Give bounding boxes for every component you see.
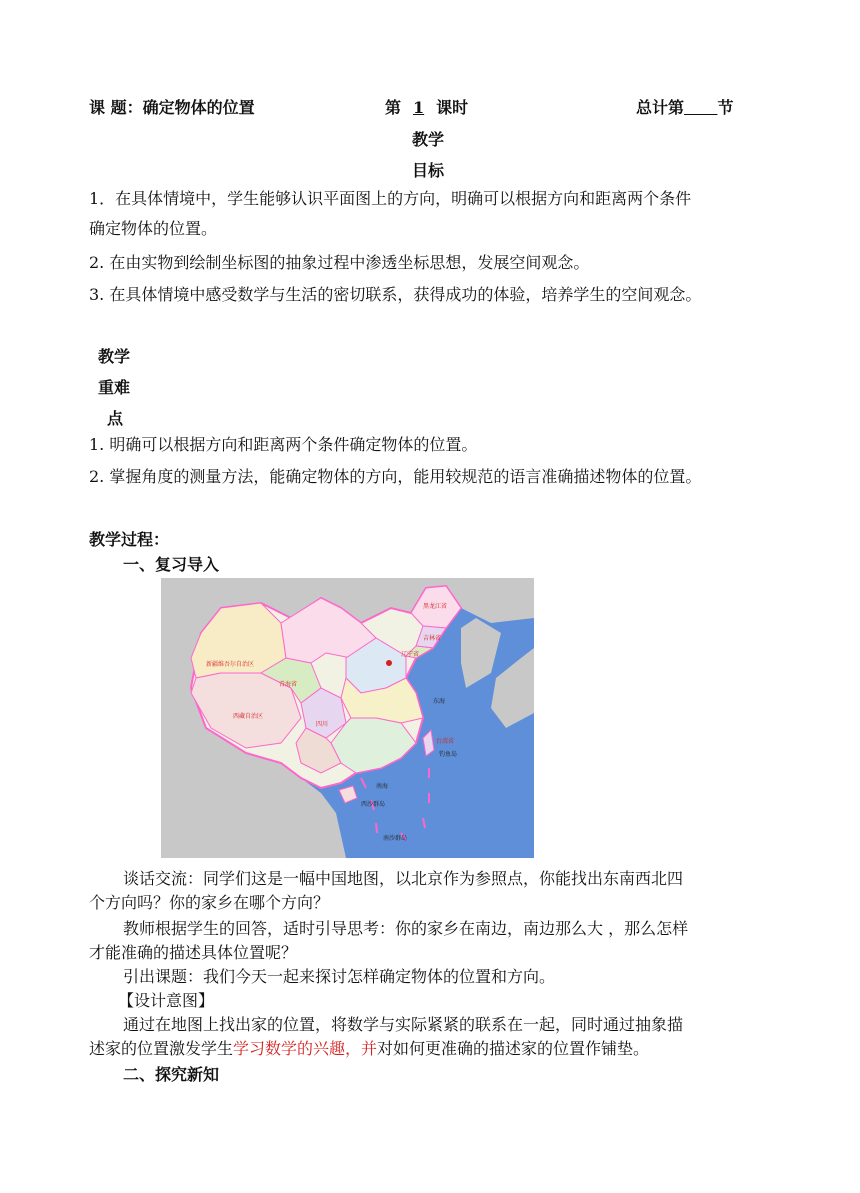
para-dialogue-line2: 个方向吗？你的家乡在哪个方向？	[89, 893, 330, 912]
topic-line	[89, 95, 255, 118]
lesson-number: 1	[413, 98, 425, 117]
china-map	[161, 578, 534, 858]
para-teacher-line1: 教师根据学生的回答，适时引导思考：你的家乡在南边，南边那么大 ，那么怎样	[123, 919, 689, 938]
label-heilongjiang: 黑龙江省	[423, 603, 448, 610]
total-blank	[684, 98, 717, 117]
total-prefix: 总计第	[636, 98, 685, 117]
lesson-number-line	[385, 95, 468, 118]
section-heading-review: 一、复习导入	[123, 555, 220, 574]
lesson-suffix: 课时	[436, 98, 469, 117]
para-teacher-line2: 才能准确的描述具体位置呢？	[89, 943, 298, 962]
label-liaoning: 辽宁省	[401, 651, 420, 658]
para-design-line1: 通过在地图上找出家的位置，将数学与实际紧紧的联系在一起，同时通过抽象描	[123, 1015, 684, 1034]
topic-label: 课 题：	[89, 98, 143, 117]
objective-item: 1．在具体情境中，学生能够认识平面图上的方向，明确可以根据方向和距离两个条件	[89, 189, 692, 208]
label-xisha: 西沙群岛	[361, 801, 386, 808]
para-design-highlight: 学习数学的兴趣，并	[233, 1039, 378, 1058]
objective-item: 确定物体的位置。	[89, 219, 218, 238]
keypoint-item: 1. 明确可以根据方向和距离两个条件确定物体的位置。	[89, 435, 478, 454]
section-heading-explore: 二、探究新知	[123, 1065, 220, 1084]
objectives-heading-2: 目标	[412, 161, 445, 180]
keypoints-heading-2: 重难	[98, 378, 131, 397]
label-nansha: 南沙群岛	[383, 835, 408, 842]
design-intent-label: 【设计意图】	[118, 991, 215, 1010]
keypoints-heading-3: 点	[107, 409, 124, 428]
para-design-pre: 述家的位置激发学生	[89, 1039, 234, 1058]
objective-item: 2. 在由实物到绘制坐标图的抽象过程中渗透坐标思想，发展空间观念。	[89, 253, 590, 272]
keypoints-heading-1: 教学	[98, 347, 131, 366]
objective-item: 3. 在具体情境中感受数学与生活的密切联系，获得成功的体验，培养学生的空间观念。	[89, 285, 702, 304]
label-jilin: 吉林省	[423, 635, 442, 642]
keypoint-item: 2. 掌握角度的测量方法，能确定物体的方向，能用较规范的语言准确描述物体的位置。	[89, 467, 702, 486]
para-intro-topic: 引出课题：我们今天一起来探讨怎样确定物体的位置和方向。	[123, 967, 556, 986]
topic-title: 确定物体的位置	[142, 98, 255, 117]
objectives-heading-1: 教学	[412, 130, 445, 149]
label-xinjiang: 新疆维吾尔自治区	[206, 661, 255, 668]
process-heading: 教学过程：	[89, 530, 170, 549]
label-donghai: 东海	[433, 698, 446, 705]
total-suffix: 节	[717, 98, 734, 117]
label-qinghai: 青海省	[279, 681, 298, 688]
lesson-prefix: 第	[385, 98, 402, 117]
label-nanhai: 南海	[376, 783, 389, 790]
beijing-marker	[386, 660, 392, 666]
para-design-line2	[89, 1038, 649, 1060]
label-xizang: 西藏自治区	[233, 713, 264, 720]
para-dialogue-line1: 谈话交流：同学们这是一幅中国地图，以北京作为参照点，你能找出东南西北四	[123, 869, 684, 888]
para-design-post: 对如何更准确的描述家的位置作铺垫。	[377, 1039, 650, 1058]
label-sichuan: 四川	[316, 721, 329, 728]
label-diaoyu: 钓鱼岛	[439, 751, 458, 758]
label-taiwan: 台湾省	[436, 738, 455, 745]
total-line	[636, 95, 733, 118]
